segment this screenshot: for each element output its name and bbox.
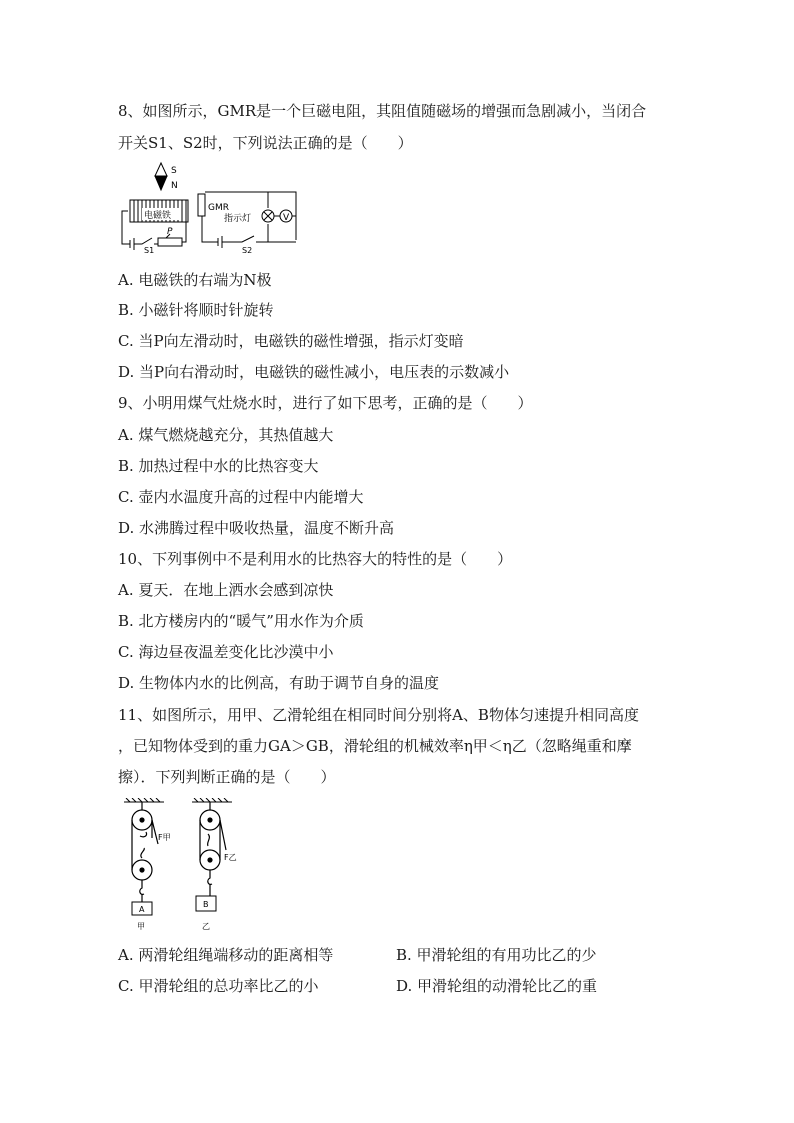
switch-s2-label: S2 [242, 246, 253, 255]
q8-circuit-figure [118, 160, 308, 256]
q8-option-c: C. 当P向左滑动时，电磁铁的磁性增强，指示灯变暗 [118, 332, 464, 350]
caption-yi: 乙 [202, 922, 210, 931]
q10-option-a: A. 夏天．在地上洒水会感到凉快 [118, 581, 334, 599]
q11-pulley-figure [118, 798, 248, 934]
q8-stem-line1: 8、如图所示，GMR是一个巨磁电阻，其阻值随磁场的增强而急剧减小，当闭合 [118, 102, 647, 120]
q8-option-d: D. 当P向右滑动时，电磁铁的磁性减小，电压表的示数减小 [118, 363, 510, 381]
q8-stem-line2: 开关S1、S2时，下列说法正确的是（ ） [118, 134, 413, 152]
switch-s1-label: S1 [144, 246, 155, 255]
indicator-lamp-label: 指示灯 [224, 214, 252, 224]
magnet-n-label: N [171, 181, 178, 191]
q9-option-b: B. 加热过程中水的比热容变大 [118, 457, 319, 475]
q10-option-b: B. 北方楼房内的“暖气”用水作为介质 [118, 612, 364, 630]
q10-option-d: D. 生物体内水的比例高，有助于调节自身的温度 [118, 674, 440, 692]
compass-needle-icon [155, 163, 167, 190]
electromagnet-label: 电磁铁 [144, 211, 172, 221]
q9-option-c: C. 壶内水温度升高的过程中内能增大 [118, 488, 364, 506]
gmr-label: GMR [208, 203, 229, 213]
q11-option-d: D. 甲滑轮组的动滑轮比乙的重 [396, 977, 598, 995]
q10-stem: 10、下列事例中不是利用水的比热容大的特性的是（ ） [118, 550, 513, 568]
slider-p-label: P [167, 227, 173, 237]
q11-option-b: B. 甲滑轮组的有用功比乙的少 [396, 946, 597, 964]
q8-option-a: A. 电磁铁的右端为N极 [118, 271, 272, 289]
q11-option-a: A. 两滑轮组绳端移动的距离相等 [118, 946, 334, 964]
q11-stem-line3: 擦）．下列判断正确的是（ ） [118, 768, 336, 786]
caption-jia: 甲 [137, 922, 145, 931]
q11-stem-line1: 11、如图所示，用甲、乙滑轮组在相同时间分别将A、B物体匀速提升相同高度 [118, 706, 639, 724]
voltmeter-label: V [283, 213, 290, 223]
q10-option-c: C. 海边昼夜温差变化比沙漠中小 [118, 643, 334, 661]
force-yi-label: F乙 [224, 853, 237, 862]
pulley-jia-icon [132, 802, 158, 902]
magnet-s-label: S [171, 166, 177, 176]
q9-stem: 9、小明用煤气灶烧水时，进行了如下思考，正确的是（ ） [118, 394, 533, 412]
force-jia-label: F甲 [158, 833, 171, 842]
q11-option-c: C. 甲滑轮组的总功率比乙的小 [118, 977, 319, 995]
pulley-yi-icon [200, 802, 226, 896]
q8-option-b: B. 小磁针将顺时针旋转 [118, 301, 274, 319]
block-b-label: B [203, 900, 209, 909]
q11-stem-line2: ，已知物体受到的重力GA＞GB，滑轮组的机械效率η甲＜η乙（忽略绳重和摩 [118, 737, 632, 755]
q9-option-d: D. 水沸腾过程中吸收热量，温度不断升高 [118, 519, 395, 537]
block-a-label: A [139, 905, 145, 914]
q9-option-a: A. 煤气燃烧越充分，其热值越大 [118, 426, 334, 444]
gmr-resistor-icon [198, 194, 205, 216]
